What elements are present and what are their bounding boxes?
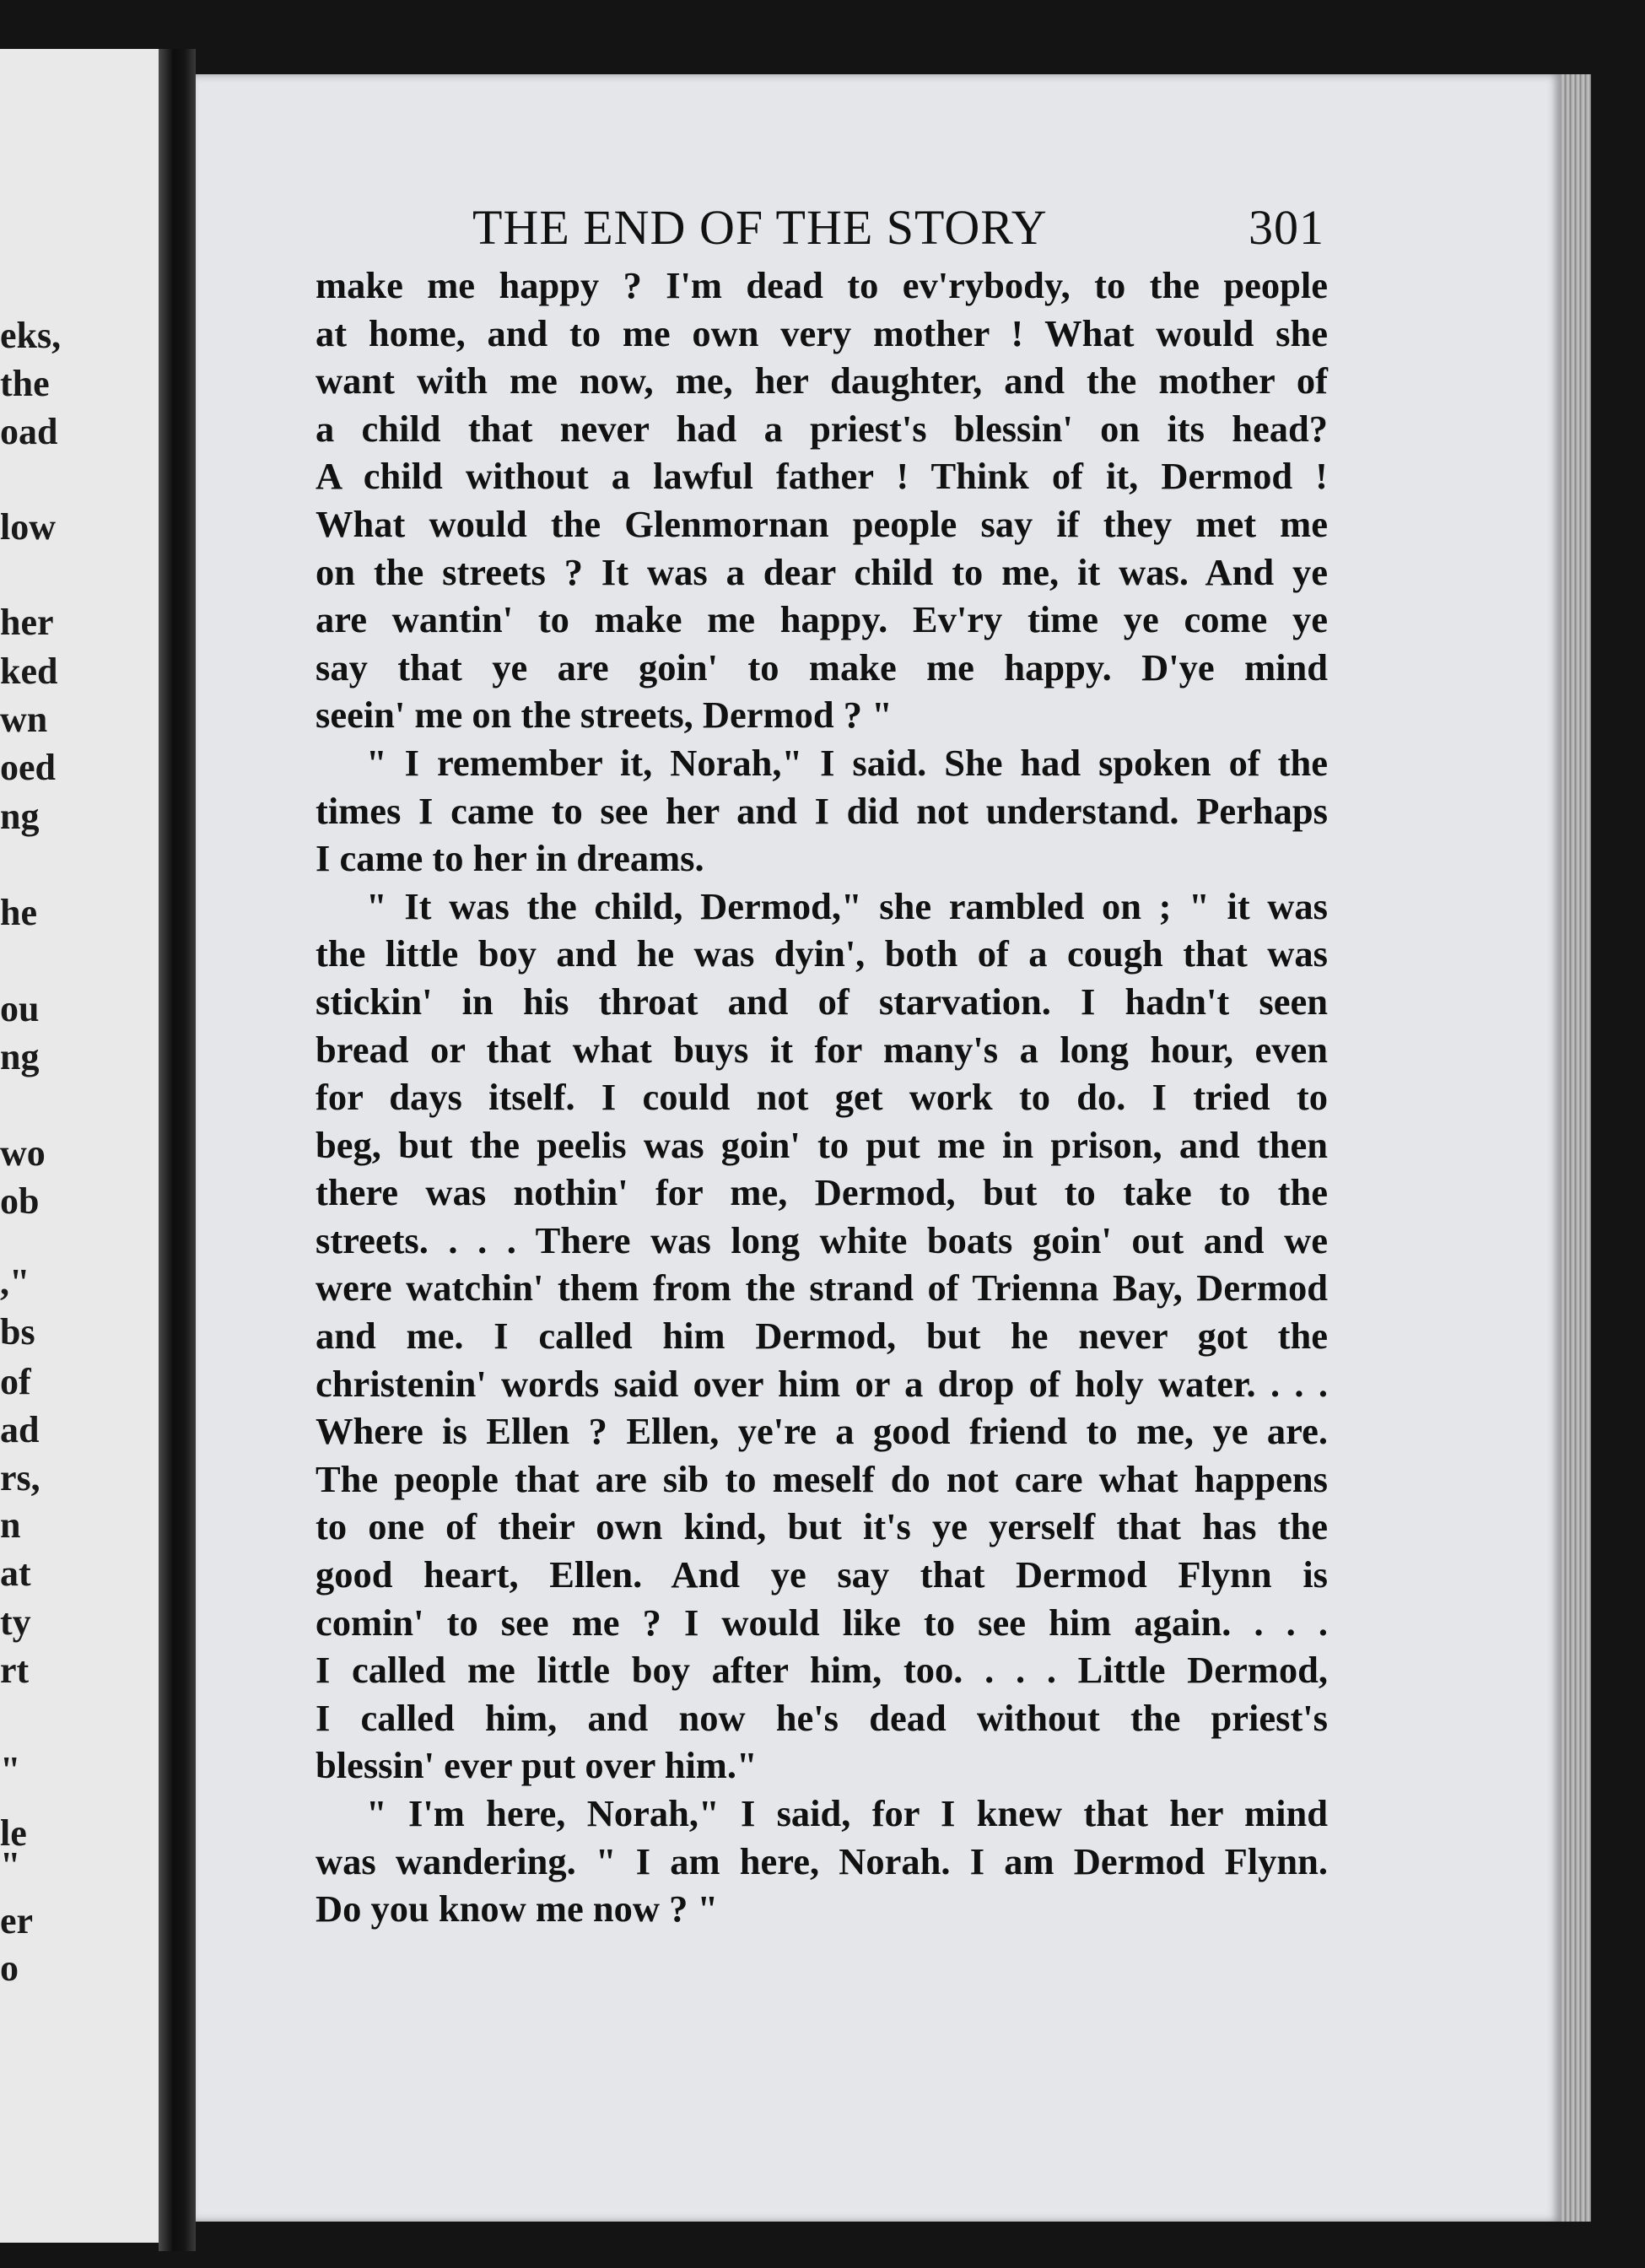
text-line: comin' to see me ? I would like to see him again. . . . <box>316 1601 1328 1644</box>
left-page-fragment: wo <box>0 1132 46 1174</box>
text-line: What would the Glenmornan people say if they met me <box>316 502 1328 545</box>
body-text <box>316 262 1328 1933</box>
text-line: " It was the child, Dermod," she rambled on ; " it was <box>366 884 1328 927</box>
left-page-fragment: rt <box>0 1650 30 1691</box>
text-line: the little boy and he was dyin', both of a cough that was <box>316 932 1328 975</box>
left-page-fragment: at <box>0 1552 31 1594</box>
left-page-fragment: ty <box>0 1601 31 1643</box>
left-page-fragment: oad <box>0 411 58 452</box>
left-page-fragment: of <box>0 1361 31 1402</box>
text-line: A child without a lawful father ! Think of it, Dermod ! <box>316 455 1328 498</box>
text-line: want with me now, me, her daughter, and the mother of <box>316 359 1328 402</box>
text-line: beg, but the peelis was goin' to put me in prison, and then <box>316 1123 1328 1166</box>
running-title: THE END OF THE STORY <box>472 200 1048 255</box>
left-page-fragment: le <box>0 1812 27 1854</box>
text-line: I called me little boy after him, too. . . . Little Dermod, <box>316 1649 1328 1692</box>
text-line: bread or that what buys it for many's a long hour, even <box>316 1028 1328 1071</box>
text-line: times I came to see her and I did not understand. Perhaps <box>316 789 1328 832</box>
left-page-fragment: n <box>0 1504 21 1546</box>
text-line: on the streets ? It was a dear child to me, it was. And ye <box>316 550 1328 593</box>
left-page-fragment: he <box>0 892 37 933</box>
page-number: 301 <box>1249 200 1324 255</box>
text-line: good heart, Ellen. And ye say that Dermod Flynn is <box>316 1553 1328 1596</box>
left-page-fragment: oed <box>0 747 56 788</box>
left-page-fragment: ob <box>0 1180 40 1222</box>
text-line: make me happy ? I'm dead to ev'rybody, to the people <box>316 264 1328 306</box>
left-page-fragment: o <box>0 1947 19 1989</box>
text-line: I called him, and now he's dead without the priest's <box>316 1696 1328 1739</box>
left-page-margin <box>0 49 159 2243</box>
left-page-fragment: rs, <box>0 1457 40 1498</box>
left-page-fragment: bs <box>0 1311 35 1353</box>
text-line: say that ye are goin' to make me happy. D'ye mind <box>316 645 1328 688</box>
left-page-fragment: low <box>0 506 56 548</box>
left-page-fragment: her <box>0 602 54 643</box>
left-page-fragment: ng <box>0 1036 40 1077</box>
text-line: seein' me on the streets, Dermod ? " <box>316 694 893 737</box>
text-line: Where is Ellen ? Ellen, ye're a good friend to me, ye are. <box>316 1410 1328 1453</box>
text-line: was wandering. " I am here, Norah. I am Dermod Flynn. <box>316 1839 1328 1882</box>
left-page-fragment: wn <box>0 699 48 740</box>
text-line: blessin' ever put over him." <box>316 1744 758 1787</box>
text-line: streets. . . . There was long white boats goin' out and we <box>316 1218 1328 1261</box>
running-head <box>472 199 1324 256</box>
left-page-fragment: " <box>0 1749 21 1790</box>
text-line: " I'm here, Norah," I said, for I knew that her mind <box>366 1792 1328 1834</box>
book-gutter <box>159 49 196 2251</box>
left-page-fragment: the <box>0 363 50 404</box>
left-page-fragment: eks, <box>0 315 62 356</box>
text-line: The people that are sib to meself do not care what happens <box>316 1457 1328 1500</box>
left-page-fragment: er <box>0 1900 34 1941</box>
page-edge <box>1561 74 1591 2222</box>
left-page-fragment: ad <box>0 1409 40 1450</box>
left-page-fragment: ," <box>0 1261 30 1303</box>
text-line: " I remember it, Norah," I said. She had spoken of the <box>366 741 1328 784</box>
text-line: for days itself. I could not get work to do. I tried to <box>316 1076 1328 1119</box>
text-line: I came to her in dreams. <box>316 837 704 880</box>
left-page-fragment: ou <box>0 988 40 1029</box>
text-line: at home, and to me own very mother ! What would she <box>316 311 1328 354</box>
left-page-fragment: ng <box>0 796 40 837</box>
left-page-fragment: ked <box>0 651 58 692</box>
text-line: Do you know me now ? " <box>316 1887 719 1930</box>
text-line: to one of their own kind, but it's ye yerself that has the <box>316 1505 1328 1548</box>
text-line: there was nothin' for me, Dermod, but to take to the <box>316 1171 1328 1214</box>
text-line: and me. I called him Dermod, but he never got the <box>316 1315 1328 1358</box>
text-line: were watchin' them from the strand of Trienna Bay, Dermod <box>316 1266 1328 1310</box>
text-line: stickin' in his throat and of starvation. I hadn't seen <box>316 980 1328 1023</box>
text-line: christenin' words said over him or a drop of holy water. . . . <box>316 1362 1328 1405</box>
left-page-fragment: " <box>0 1844 21 1886</box>
text-line: are wantin' to make me happy. Ev'ry time ye come ye <box>316 598 1328 641</box>
text-line: a child that never had a priest's blessin' on its head? <box>316 407 1328 450</box>
